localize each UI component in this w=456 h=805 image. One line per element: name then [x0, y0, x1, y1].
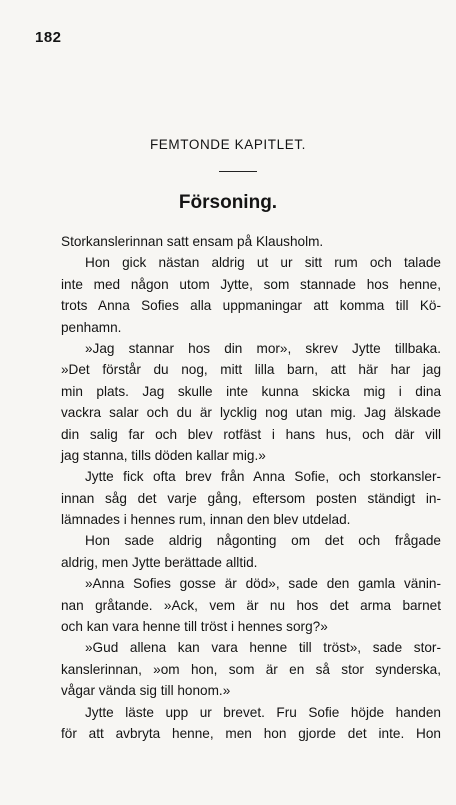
text-line: innan såg det varje gång, eftersom posten ständigt in- — [61, 490, 441, 506]
text-line: penhamn. — [61, 319, 122, 335]
body-text — [61, 231, 441, 744]
text-line: kanslerinnan, »om hon, som är en så stor synderska, — [61, 661, 441, 677]
page-number: 182 — [35, 29, 62, 46]
heading-divider — [219, 171, 257, 172]
text-line: din salig far och blev rotfäst i hans hus, och där vill — [61, 426, 441, 442]
text-line: Jytte fick ofta brev från Anna Sofie, och storkansler- — [85, 469, 441, 485]
text-line: »Anna Sofies gosse är död», sade den gamla vänin- — [85, 576, 441, 592]
text-line: för att avbryta henne, men hon gjorde det inte. Hon — [61, 725, 441, 741]
chapter-heading: FEMTONDE KAPITLET. — [149, 137, 307, 152]
section-title: Försoning. — [178, 192, 278, 213]
text-line: »Jag stannar hos din mor», skrev Jytte tillbaka. — [85, 340, 441, 356]
text-line: Hon sade aldrig någonting om det och frågade — [85, 533, 441, 549]
text-line: lämnades i hennes rum, innan den blev utdelad. — [61, 512, 351, 528]
text-line: inte med någon utom Jytte, som stannade hos henne, — [61, 276, 441, 292]
text-line: jag stanna, tills döden kallar mig.» — [61, 447, 266, 463]
text-line: vågar vända sig till honom.» — [61, 683, 231, 699]
text-line: nan gråtande. »Ack, vem är nu hos det arma barnet — [61, 597, 441, 613]
text-line: »Gud allena kan vara henne till tröst», sade stor- — [85, 640, 441, 656]
text-line: trots Anna Sofies alla uppmaningar att komma till Kö- — [61, 298, 441, 314]
text-line: vackra salar och du är lycklig nog utan mig. Jag älskade — [61, 405, 441, 421]
text-line: Jytte läste upp ur brevet. Fru Sofie höjde handen — [85, 704, 441, 720]
text-line: aldrig, men Jytte berättade alltid. — [61, 554, 258, 570]
text-line: min plats. Jag skulle inte kunna skicka mig i dina — [61, 383, 441, 399]
text-line: Storkanslerinnan satt ensam på Klausholm. — [61, 234, 324, 249]
text-line: »Det förstår du nog, mitt lilla barn, att här har jag — [61, 362, 441, 378]
text-line: och kan vara henne till tröst i hennes sorg?» — [61, 619, 328, 635]
text-line: Hon gick nästan aldrig ut ur sitt rum och talade — [85, 255, 441, 271]
